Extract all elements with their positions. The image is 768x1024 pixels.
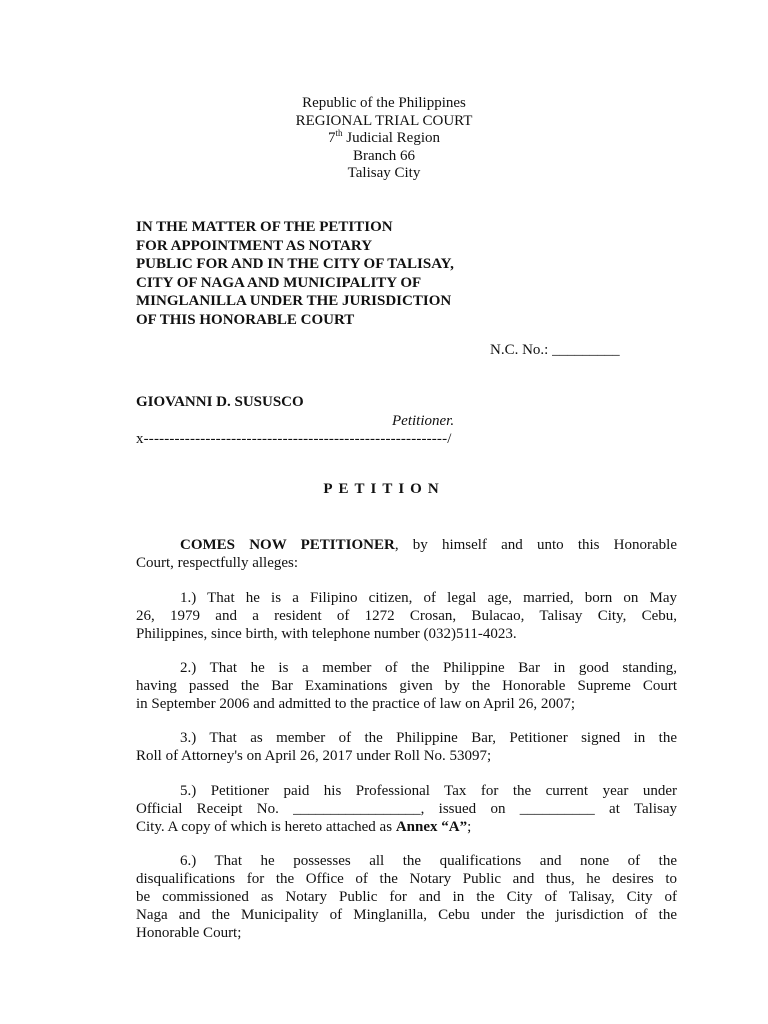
paragraph-line: disqualifications for the Office of the Notary Public and thus, he desires to	[136, 871, 677, 887]
case-matter	[136, 218, 454, 330]
petitioner-name: GIOVANNI D. SUSUSCO	[136, 394, 304, 410]
intro-rest: , by himself and unto this Honorable	[394, 537, 677, 553]
document-title: PETITION	[323, 481, 445, 497]
matter-line: OF THIS HONORABLE COURT	[136, 311, 355, 328]
region-ordinal: th	[335, 128, 343, 138]
region-number: 7	[327, 130, 336, 146]
intro-line-2: Court, respectfully alleges:	[136, 555, 299, 571]
annex-label: Annex “A”	[395, 819, 468, 835]
paragraph-2	[136, 659, 677, 713]
paragraph-line: 6.) That he possesses all the qualifications and none of the	[180, 853, 677, 869]
intro-line-1	[136, 536, 677, 554]
paragraph-5	[136, 782, 677, 836]
paragraph-6	[136, 852, 677, 942]
paragraph-3	[136, 729, 677, 765]
court-caption	[0, 95, 768, 183]
paragraph-line: Naga and the Municipality of Minglanilla, Cebu under the jurisdiction of the	[136, 907, 677, 923]
paragraph-line: 2.) That he is a member of the Philippine Bar in good standing,	[180, 660, 677, 676]
paragraph-line: 26, 1979 and a resident of 1272 Crosan, Bulacao, Talisay City, Cebu,	[136, 608, 677, 624]
matter-line: PUBLIC FOR AND IN THE CITY OF TALISAY,	[136, 256, 454, 273]
paragraph-line: having passed the Bar Examinations given by the Honorable Supreme Court	[136, 678, 677, 694]
paragraph-line	[136, 818, 677, 836]
paragraph-line: 5.) Petitioner paid his Professional Tax for the current year under	[180, 783, 677, 799]
annex-post: ;	[467, 819, 472, 835]
paragraph-line: 1.) That he is a Filipino citizen, of legal age, married, born on May	[180, 590, 677, 606]
case-number: N.C. No.: _________	[490, 342, 620, 358]
intro-paragraph	[136, 536, 677, 572]
caption-separator: x-----------------------------------------------------------/	[136, 431, 452, 447]
caption-branch: Branch 66	[352, 147, 416, 164]
caption-republic: Republic of the Philippines	[302, 95, 466, 111]
paragraph-line: Honorable Court;	[136, 925, 242, 941]
caption-city: Talisay City	[347, 165, 421, 181]
caption-court: REGIONAL TRIAL COURT	[295, 112, 473, 129]
matter-line: FOR APPOINTMENT AS NOTARY	[136, 237, 373, 254]
matter-line: CITY OF NAGA AND MUNICIPALITY OF	[136, 274, 422, 291]
caption-region	[0, 130, 768, 148]
intro-lead: COMES NOW PETITIONER	[180, 537, 395, 553]
annex-pre: City. A copy of which is hereto attached as	[136, 819, 396, 835]
paragraph-line: 3.) That as member of the Philippine Bar, Petitioner signed in the	[180, 730, 677, 746]
paragraph-line: in September 2006 and admitted to the practice of law on April 26, 2007;	[136, 696, 576, 712]
paragraph-line: Official Receipt No. _________________, issued on __________ at Talisay	[136, 801, 677, 817]
paragraph-1	[136, 589, 677, 643]
matter-line: MINGLANILLA UNDER THE JURISDICTION	[136, 293, 452, 310]
paragraph-line: Roll of Attorney's on April 26, 2017 under Roll No. 53097;	[136, 748, 492, 764]
paragraph-line: Philippines, since birth, with telephone number (032)511-4023.	[136, 626, 517, 642]
petitioner-role: Petitioner.	[392, 413, 455, 429]
matter-line: IN THE MATTER OF THE PETITION	[136, 219, 393, 235]
paragraph-line: be commissioned as Notary Public for and in the City of Talisay, City of	[136, 889, 677, 905]
region-text: Judicial Region	[342, 130, 440, 146]
